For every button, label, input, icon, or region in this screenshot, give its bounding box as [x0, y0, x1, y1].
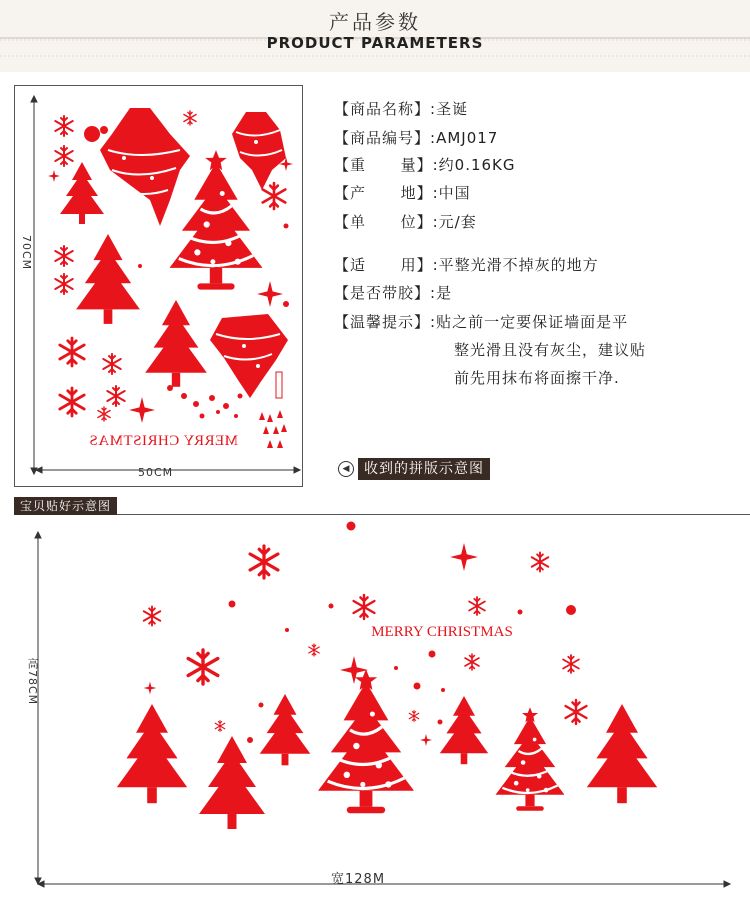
param-row — [334, 98, 468, 120]
param-value: :圣诞 — [430, 100, 469, 118]
header-title-en: PRODUCT PARAMETERS — [266, 34, 484, 52]
param-key: 【温馨提示】 — [334, 313, 431, 331]
sticker-sheet-frame — [14, 85, 303, 487]
effect-preview-frame — [14, 514, 750, 906]
param-key: 【产 地】 — [334, 184, 433, 202]
effect-preview-tag: 宝贝贴好示意图 — [14, 497, 117, 515]
param-key: 【单 位】 — [334, 213, 433, 231]
param-value: :是 — [430, 284, 453, 302]
param-row — [334, 182, 471, 204]
header-banner — [0, 0, 750, 72]
param-key: 【是否带胶】 — [334, 284, 431, 302]
param-key: 【重 量】 — [334, 156, 433, 174]
sheet-height-label: 70CM — [20, 235, 33, 271]
sample-layout-label: 收到的拼版示意图 — [358, 458, 490, 480]
param-value: :平整光滑不掉灰的地方 — [432, 256, 599, 274]
param-key: 【商品编号】 — [334, 129, 431, 147]
param-row — [334, 282, 452, 304]
param-value: :AMJ017 — [430, 129, 499, 147]
sheet-width-label: 50CM — [138, 466, 174, 479]
param-row — [334, 211, 477, 233]
param-value: :元/套 — [432, 213, 477, 231]
effect-height-label: 高78CM — [26, 658, 39, 706]
param-value: :约0.16KG — [432, 156, 516, 174]
effect-merry-text: MERRY CHRISTMAS — [371, 624, 513, 640]
param-key: 【适 用】 — [334, 256, 433, 274]
arrow-left-icon: ◀ — [338, 461, 354, 477]
param-row — [334, 154, 516, 176]
param-row — [334, 127, 498, 149]
param-value: :贴之前一定要保证墙面是平 — [430, 313, 629, 331]
warm-tip-line: 前先用抹布将面擦干净. — [454, 369, 620, 387]
sheet-merry-text: MERRY CHRISTMAS — [88, 433, 238, 449]
header-title-cn: 产品参数 — [329, 10, 421, 34]
param-row — [334, 254, 599, 276]
param-value: :中国 — [432, 184, 471, 202]
sample-layout-button[interactable] — [338, 458, 490, 480]
param-row — [334, 311, 628, 333]
warm-tip-line: 整光滑且没有灰尘，建议贴 — [454, 341, 647, 359]
param-key: 【商品名称】 — [334, 100, 431, 118]
effect-width-label: 宽128M — [331, 872, 386, 887]
